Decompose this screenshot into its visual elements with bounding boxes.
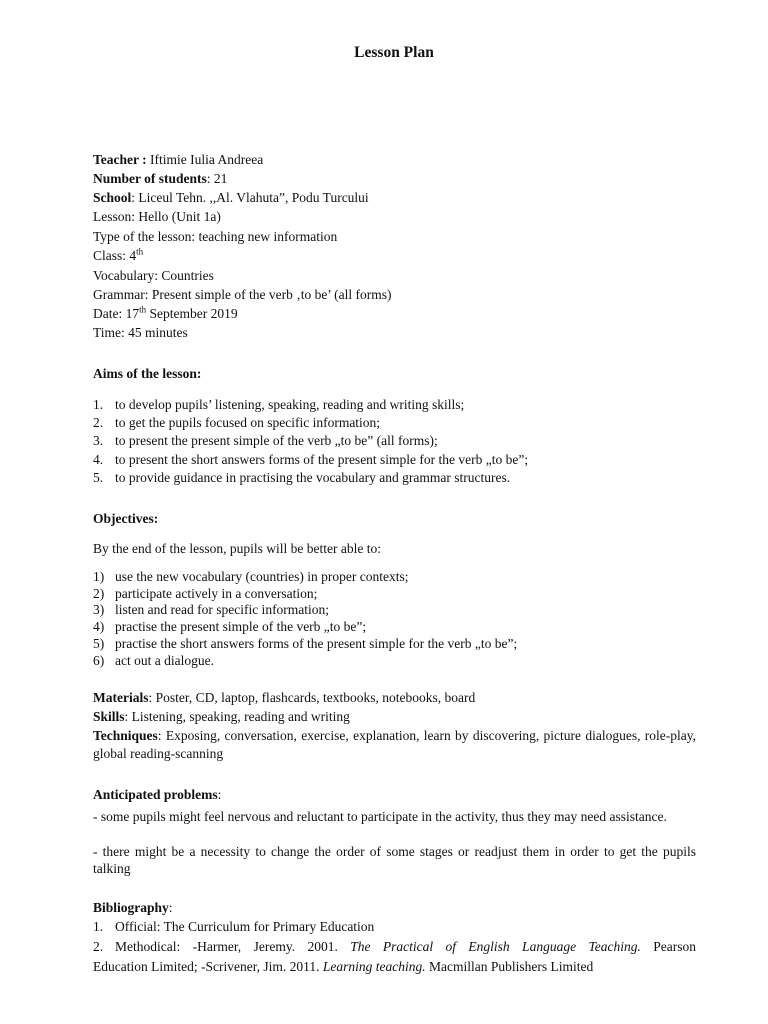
- aims-item: [93, 397, 464, 413]
- bibliography-text: Pearson: [640, 939, 696, 954]
- aims-item-text: to present the short answers forms of the present simple for the verb „to be”;: [115, 452, 529, 467]
- lesson-line: Lesson: Hello (Unit 1a): [93, 209, 221, 224]
- bibliography-item-text: Official: The Curriculum for Primary Education: [115, 919, 375, 934]
- bibliography-text: Methodical: -Harmer, Jeremy. 2001.: [115, 939, 351, 954]
- aims-item-number: 4.: [93, 452, 104, 467]
- bibliography-colon: :: [168, 900, 173, 915]
- school-line: [93, 189, 369, 207]
- objectives-item: [93, 619, 366, 635]
- class-sup: th: [136, 246, 144, 257]
- techniques-label: Techniques: [93, 728, 158, 743]
- objectives-intro: By the end of the lesson, pupils will be better able to:: [93, 541, 381, 556]
- objectives-item-text: listen and read for specific information;: [115, 602, 330, 617]
- skills-line: [93, 708, 350, 726]
- objectives-item: [93, 602, 329, 618]
- date-line: [93, 305, 238, 323]
- objectives-item-number: 3): [93, 602, 105, 617]
- aims-item-text: to present the present simple of the verb „to be” (all forms);: [115, 433, 438, 448]
- teacher-line: [93, 151, 263, 169]
- materials-line: [93, 689, 475, 707]
- bibliography-book-title: Learning teaching.: [322, 959, 426, 974]
- objectives-item-text: practise the present simple of the verb „to be”;: [115, 619, 367, 634]
- students-value: : 21: [206, 171, 228, 186]
- school-label: School: [93, 190, 132, 205]
- objectives-item-text: act out a dialogue.: [115, 653, 214, 668]
- techniques-value: : Exposing, conversation, exercise, explanation, learn by discovering, picture dialogues, role-play, global reading-scanning: [93, 728, 696, 761]
- objectives-item-number: 4): [93, 619, 105, 634]
- bibliography-item-number: 1.: [93, 919, 104, 934]
- teacher-label: Teacher :: [93, 152, 147, 167]
- aims-item-text: to get the pupils focused on specific information;: [115, 415, 381, 430]
- aims-item-text: to develop pupils’ listening, speaking, reading and writing skills;: [115, 397, 465, 412]
- objectives-item: [93, 636, 517, 652]
- objectives-heading: Objectives:: [93, 511, 159, 526]
- objectives-item-number: 5): [93, 636, 105, 651]
- objectives-item-text: use the new vocabulary (countries) in proper contexts;: [115, 569, 409, 584]
- aims-item: [93, 470, 510, 486]
- class-prefix: Class: 4: [93, 248, 137, 263]
- objectives-item-text: practise the short answers forms of the present simple for the verb „to be”;: [115, 636, 518, 651]
- students-label: Number of students: [93, 171, 207, 186]
- objectives-item-number: 6): [93, 653, 105, 668]
- bibliography-heading-line: [93, 899, 173, 917]
- aims-item-number: 2.: [93, 415, 104, 430]
- bibliography-book-title: The Practical of English Language Teaching.: [350, 939, 641, 954]
- objectives-item-number: 1): [93, 569, 105, 584]
- aims-item: [93, 415, 380, 431]
- time-line: Time: 45 minutes: [93, 325, 188, 340]
- school-value: : Liceul Tehn. ,,Al. Vlahuta”, Podu Turcului: [131, 190, 369, 205]
- materials-value: : Poster, CD, laptop, flashcards, textbooks, notebooks, board: [148, 690, 476, 705]
- problem-paragraph-1: - some pupils might feel nervous and reluctant to participate in the activity, thus they may need assistance.: [93, 809, 667, 824]
- objectives-item: [93, 569, 409, 585]
- vocabulary-line: Vocabulary: Countries: [93, 268, 214, 283]
- type-line: Type of the lesson: teaching new information: [93, 229, 338, 244]
- objectives-item-number: 2): [93, 586, 105, 601]
- date-suffix: September 2019: [146, 306, 238, 321]
- bibliography-heading: Bibliography: [93, 900, 169, 915]
- bibliography-item-number: 2.: [93, 939, 104, 954]
- objectives-item-text: participate actively in a conversation;: [115, 586, 318, 601]
- materials-label: Materials: [93, 690, 149, 705]
- aims-item: [93, 452, 528, 468]
- skills-value: : Listening, speaking, reading and writing: [124, 709, 350, 724]
- aims-item-number: 5.: [93, 470, 104, 485]
- problems-heading-line: [93, 786, 221, 804]
- objectives-item: [93, 653, 214, 669]
- grammar-line: Grammar: Present simple of the verb ‚to be’ (all forms): [93, 287, 392, 302]
- aims-item-number: 1.: [93, 397, 104, 412]
- techniques-paragraph: [93, 727, 696, 763]
- aims-item-text: to provide guidance in practising the vocabulary and grammar structures.: [115, 470, 511, 485]
- page-title: Lesson Plan: [354, 44, 434, 61]
- problem-paragraph-2: - there might be a necessity to change the order of some stages or readjust them in order to get the pupils talking: [93, 844, 696, 876]
- problems-colon: :: [217, 787, 222, 802]
- objectives-item: [93, 586, 317, 602]
- skills-label: Skills: [93, 709, 125, 724]
- class-line: [93, 247, 143, 265]
- date-prefix: Date: 17: [93, 306, 140, 321]
- aims-item: [93, 433, 438, 449]
- aims-heading: Aims of the lesson:: [93, 366, 202, 381]
- bibliography-item-1: [93, 917, 696, 937]
- bibliography-text: Macmillan Publishers Limited: [425, 959, 594, 974]
- bibliography-item-2-line-1: [93, 937, 696, 957]
- bibliography-item-2-line-2: [93, 957, 696, 977]
- problems-heading: Anticipated problems: [93, 787, 218, 802]
- date-sup: th: [139, 304, 147, 315]
- bibliography-text: Education Limited; -Scrivener, Jim. 2011.: [93, 959, 323, 974]
- aims-item-number: 3.: [93, 433, 104, 448]
- students-line: [93, 170, 227, 188]
- teacher-value: Iftimie Iulia Andreea: [146, 152, 264, 167]
